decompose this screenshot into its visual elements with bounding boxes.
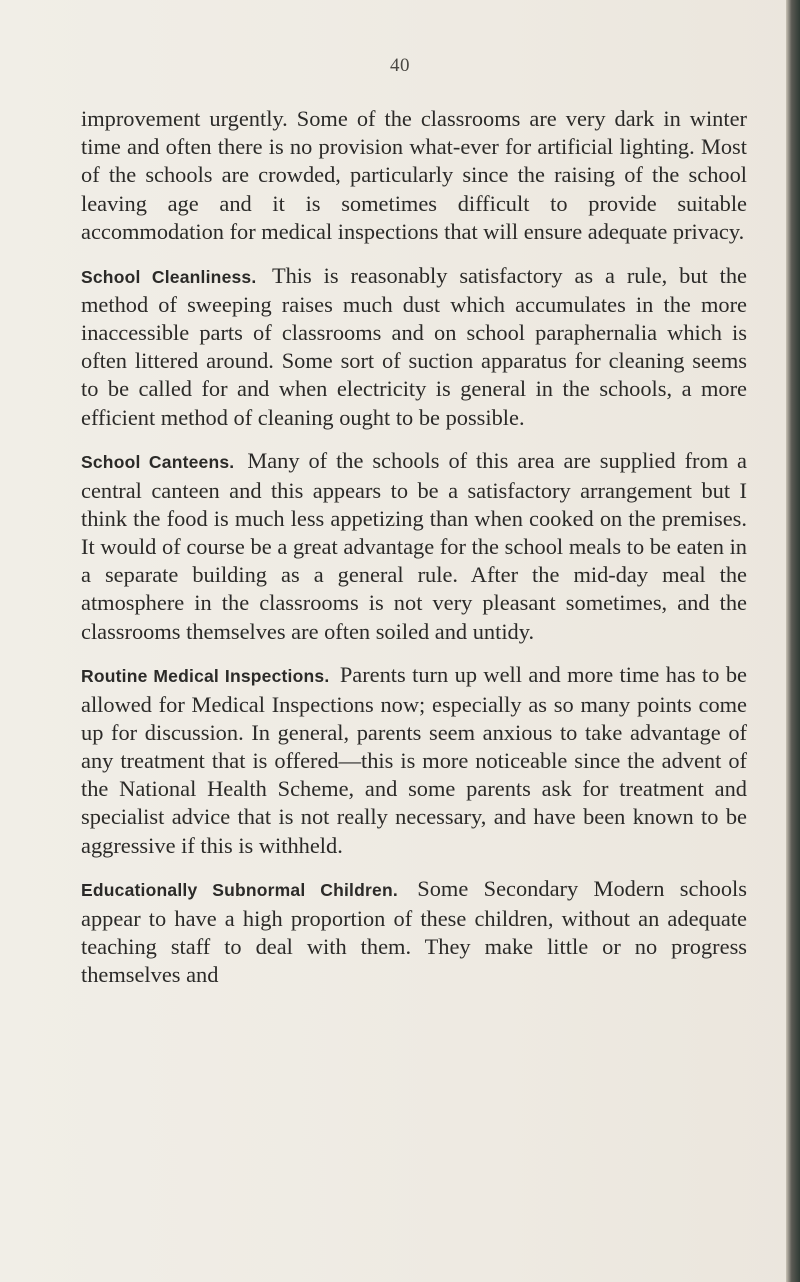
paragraph-body: Some Secondary Modern schools appear to have a high proportion of these children, without an adequate teaching staff to deal with them. They make little or no progress themselves and <box>81 876 747 988</box>
paragraph-heading: School Cleanliness. <box>81 266 257 287</box>
paragraph-heading: Routine Medical Inspections. <box>81 666 330 687</box>
page-number: 40 <box>390 55 410 76</box>
book-spine-edge <box>786 0 800 1282</box>
paragraph-school-cleanliness <box>81 262 747 432</box>
paragraph-body: Many of the schools of this area are supplied from a central canteen and this appears to be a satisfactory arrangement but I think the food is much less appetizing than when cooked on the premises. It would of course be a great advantage for the school meals to be eaten in a separate building as a general rule. After the mid-day meal the atmosphere in the classrooms is not very pleasant sometimes, and the classrooms themselves are often soiled and untidy. <box>81 448 747 644</box>
paragraph-classrooms <box>81 105 747 246</box>
paragraph-school-canteens <box>81 447 747 645</box>
paragraph-body: improvement urgently. Some of the classrooms are very dark in winter time and often there is no provision what-ever for artificial lighting. Most of the schools are crowded, particularly since the raising of the school leaving age and it is sometimes difficult to provide suitable accommodation for medical inspections that will ensure adequate privacy. <box>81 106 747 244</box>
paragraph-heading: Educationally Subnormal Children. <box>81 880 398 901</box>
paragraph-educationally-subnormal-children <box>81 875 747 989</box>
body-text <box>81 105 747 989</box>
paragraph-heading: School Canteens. <box>81 452 235 473</box>
paragraph-body: This is reasonably satisfactory as a rule, but the method of sweeping raises much dust which accumulates in the more inaccessible parts of classrooms and on school paraphernalia which is often littered around. Some sort of suction apparatus for cleaning seems to be called for and when electricity is general in the schools, a more efficient method of cleaning ought to be possible. <box>81 262 747 430</box>
paragraph-body: Parents turn up well and more time has to be allowed for Medical Inspections now; especially as so many points come up for discussion. In general, parents seem anxious to take advantage of any treatment that is offered—this is more noticeable since the advent of the National Health Scheme, and some parents ask for treatment and specialist advice that is not really necessary, and have been known to be aggressive if this is withheld. <box>81 662 747 858</box>
paragraph-routine-medical-inspections <box>81 661 747 859</box>
